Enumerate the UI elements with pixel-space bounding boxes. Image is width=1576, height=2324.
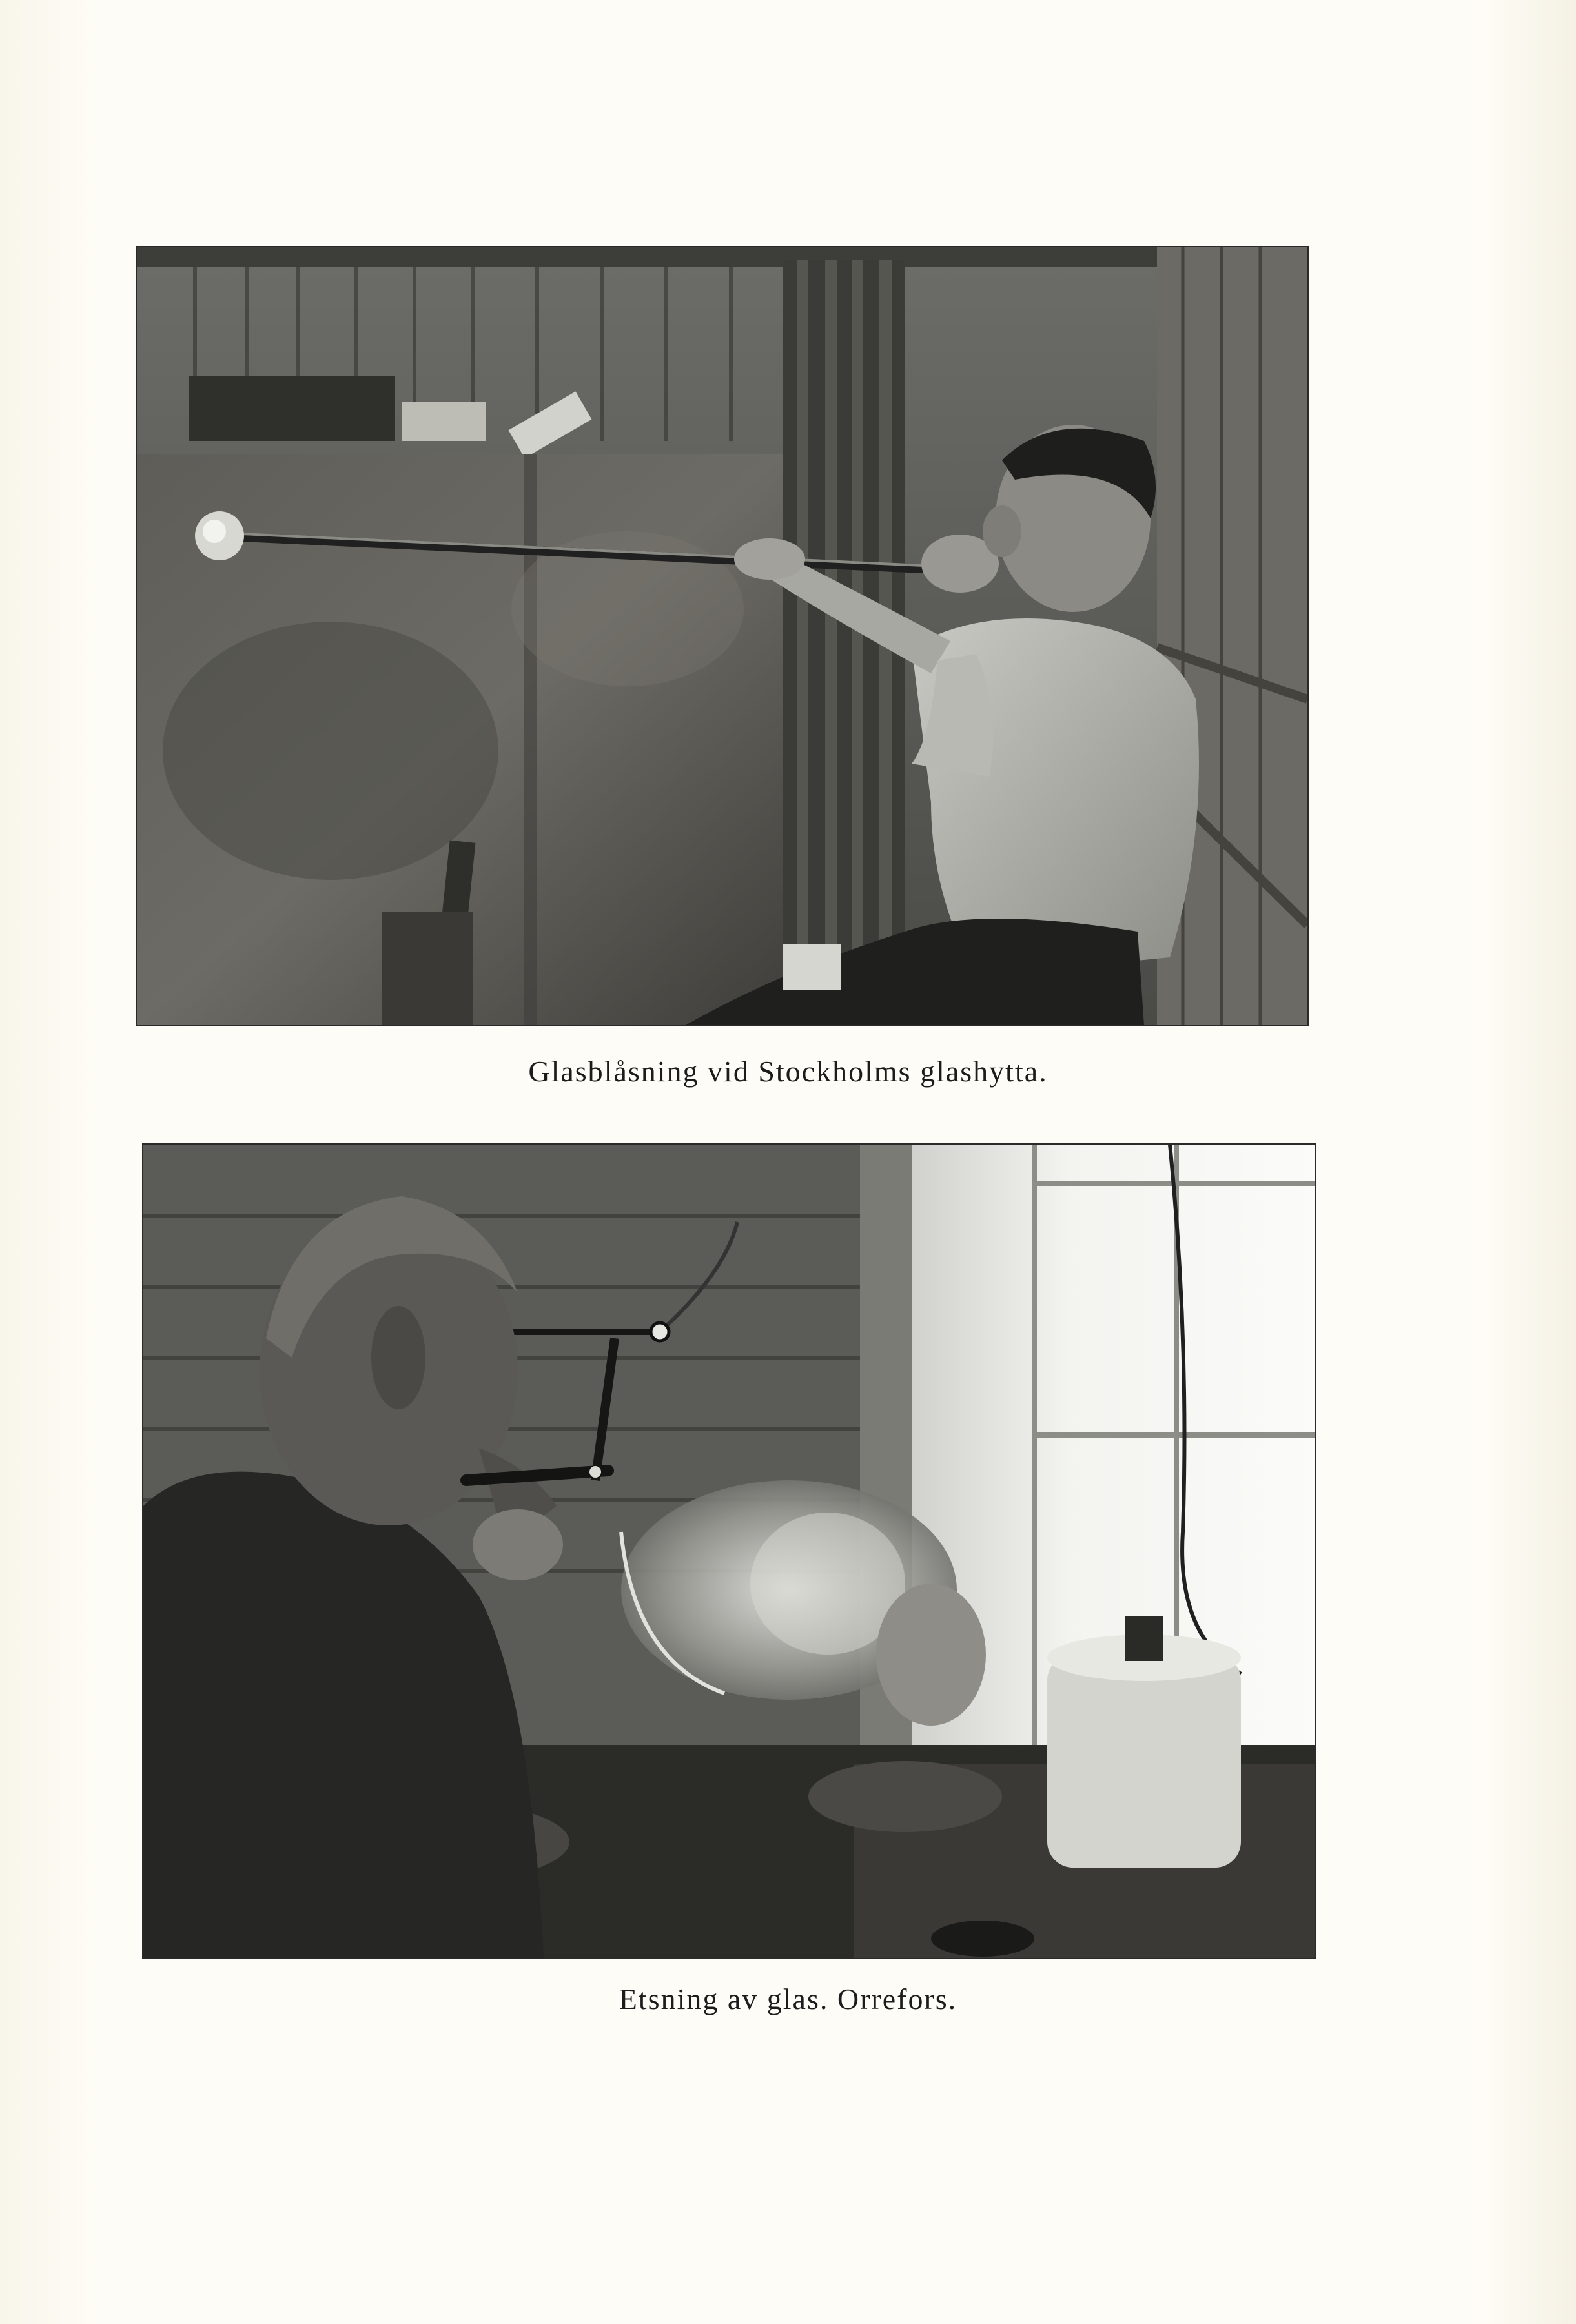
- glass-etching-photo-image: [143, 1145, 1315, 1958]
- caption-glass-etching: Etsning av glas. Orrefors.: [619, 1983, 957, 2015]
- caption-glassblowing: Glasblåsning vid Stockholms glashytta.: [528, 1055, 1048, 1088]
- photo-glassblowing: [137, 247, 1307, 1025]
- photo-glass-etching: [143, 1145, 1315, 1958]
- glassblowing-photo-image: [137, 247, 1307, 1025]
